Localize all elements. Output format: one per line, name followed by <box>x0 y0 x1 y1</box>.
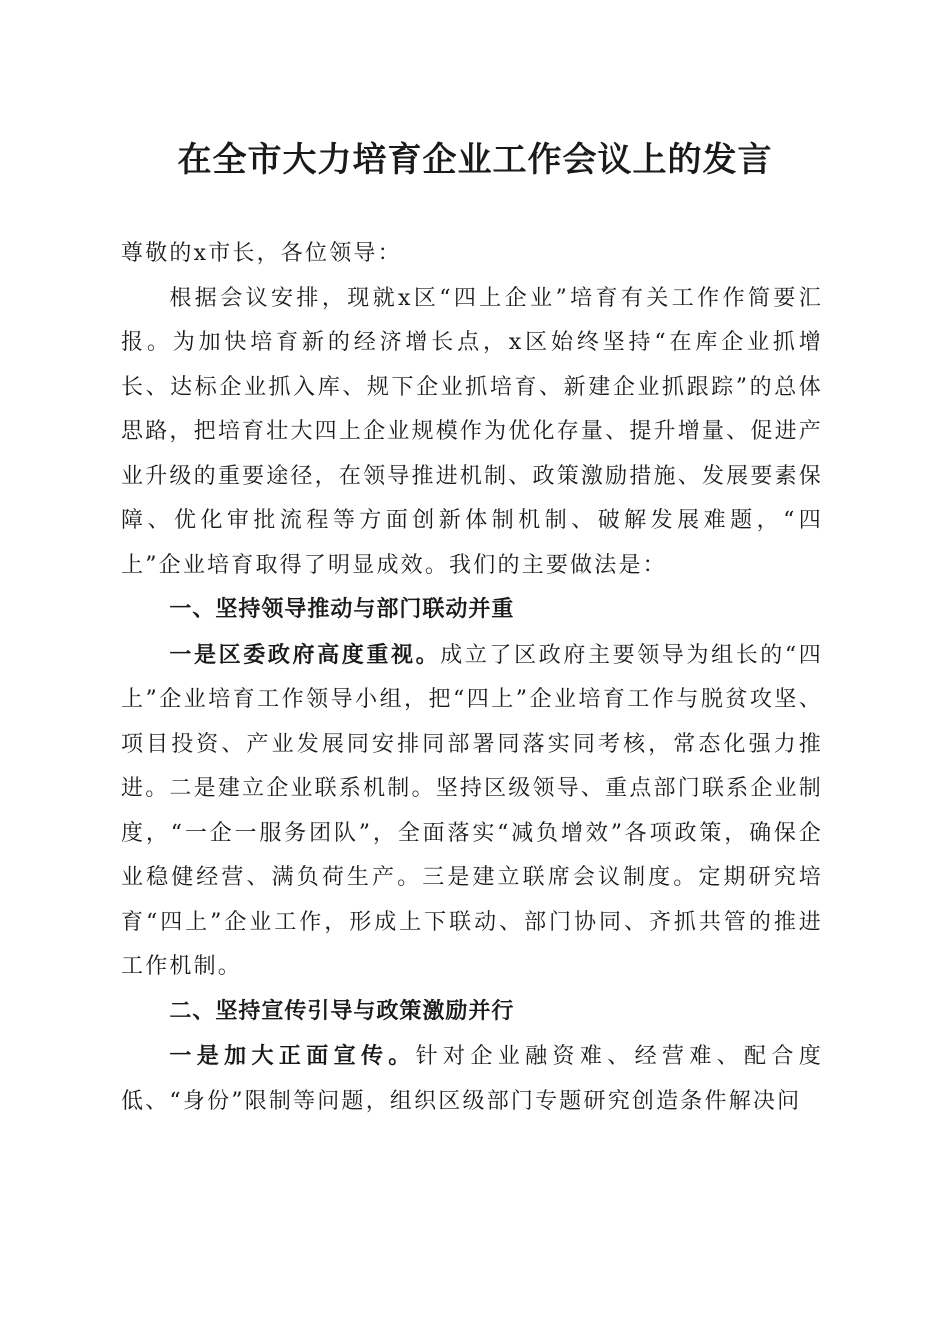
section-body-1: 成立了区政府主要领导为组长的“四上”企业培育工作领导小组，把“四上”企业培育工作与脱贫攻坚、项目投资、产业发展同安排同部署同落实同考核，常态化强力推进。二是建立企业联系机制。坚持区级领导、重点部门联系企业制度，“一企一服务团队”，全面落实“减负增效”各项政策，确保企业稳健经营、满负荷生产。三是建立联席会议制度。定期研究培育“四上”企业工作，形成上下联动、部门协同、齐抓共管的推进工作机制。 <box>121 642 824 979</box>
section-body-2: 针对企业融资难、经营难、配合度低、“身份”限制等问题，组织区级部门专题研究创造条件解决问 <box>121 1044 823 1114</box>
document-body <box>121 232 823 1124</box>
section-lead-2: 一是加大正面宣传。 <box>169 1043 416 1069</box>
section-heading-1: 一、坚持领导推动与部门联动并重 <box>169 597 515 622</box>
salutation: 尊敬的x市长，各位领导： <box>121 241 402 266</box>
section-paragraph-1 <box>121 633 823 990</box>
section-heading-2: 二、坚持宣传引导与政策激励并行 <box>169 998 515 1024</box>
intro-paragraph: 根据会议安排，现就x区“四上企业”培育有关工作作简要汇报。为加快培育新的经济增长点，x区始终坚持“在库企业抓增长、达标企业抓入库、规下企业抓培育、新建企业抓跟踪”的总体思路，把培育壮大四上企业规模作为优化存量、提升增量、促进产业升级的重要途径，在领导推进机制、政策激励措施、发展要素保障、优化审批流程等方面创新体制机制、破解发展难题，“四上”企业培育取得了明显成效。我们的主要做法是： <box>121 285 823 578</box>
document-title: 在全市大力培育企业工作会议上的发言 <box>177 140 773 180</box>
section-lead-1: 一是区委政府高度重视。 <box>169 641 441 668</box>
section-paragraph-2 <box>121 1034 823 1124</box>
